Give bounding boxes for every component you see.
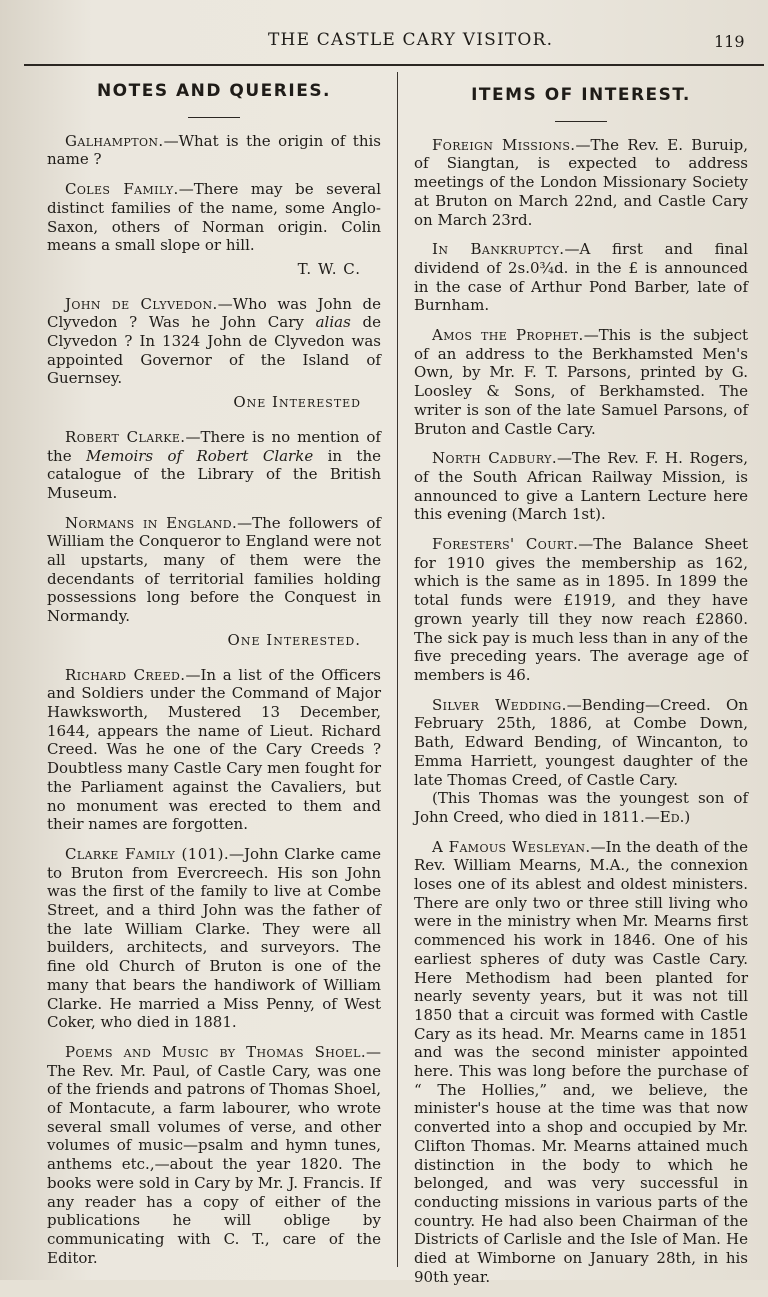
note-coles-family — [47, 180, 381, 255]
item-amos-the-prophet — [414, 326, 748, 438]
item-head: Foreign Missions. — [432, 135, 576, 154]
note-text: —The Rev. Mr. Paul, of Castle Cary, was one of the friends and patrons of Thomas Shoel, of Montacute, a farm labourer, who wrote several small volumes of verse, and other volumes of music—psalm and hymn tunes, anthems etc.,—about the year 1820. The books were sold in Cary by Mr. J. Francis. If any reader has a copy of either of the publications he will oblige by communicating with C. T., care of the Editor. — [47, 1042, 381, 1267]
signature: One Interested — [233, 393, 361, 412]
note-text: —The followers of William the Conqueror to England were not all upstarts, many of them were the decendants of territorial families holding possessions long before the Conquest in Normandy. — [47, 513, 381, 626]
note-text: in the catalogue of the Library of the British Museum. — [47, 446, 381, 502]
editor-note-close: ) — [684, 807, 691, 826]
note-robert-clarke — [47, 428, 381, 503]
note-john-de-clyvedon — [47, 295, 381, 389]
item-head: In Bankruptcy. — [432, 240, 565, 259]
note-head: Normans in England. — [65, 513, 238, 532]
item-head: Amos the Prophet. — [432, 326, 584, 345]
item-text: —In the death of the Rev. William Mearns, M.A., the connexion loses one of its ablest and oldest ministers. There are only two or three still living who were in the ministry when Mr. Mearns first commenced his work in 1846. One of his earliest spheres of duty was Castle Cary. Here Methodism had been planted for nearly seventy years, but it was not till 1850 that a circuit was formed with Castle Cary as its head. Mr. Mearns came in 1851 and was the second minister appointed here. This was long before the purchase of “ The Hollies,” and, we believe, the minister's house at the time was that now converted into a shop and occupied by Mr. Clifton Thomas. Mr. Mearns attained much distinction in the body to which he belonged, and was very successful in conducting missions in various parts of the country. He had also been Chairman of the Districts of Carlisle and the Isle of Man. He died at Wimborne on January 28th, in his 90th year. — [414, 837, 749, 1286]
editor-abbrev: Ed. — [659, 807, 685, 826]
item-text: —The Rev. F. H. Rogers, of the South African Railway Mission, is announced to give a Lantern Lecture here this evening (March 1st). — [414, 449, 748, 524]
note-normans-in-england — [47, 514, 381, 626]
items-of-interest-column — [414, 86, 748, 1297]
italic-alias: alias — [315, 313, 351, 332]
column-divider — [397, 72, 398, 1267]
note-head: Coles Family. — [65, 180, 179, 199]
note-head: John de Clyvedon. — [65, 294, 218, 313]
italic-book-title: Memoirs of Robert Clarke — [85, 446, 314, 465]
note-head: Galhampton. — [65, 131, 164, 150]
item-text: —This is the subject of an address to the Berkhamsted Men's Own, by Mr. F. T. Parsons, printed by G. Loosley & Sons, of Berkhamsted. The writer is son of the late Samuel Parsons, of Bruton and Castle Cary. — [414, 326, 748, 438]
note-text: —In a list of the Officers and Soldiers under the Command of Major Hawksworth, Mustered 13 December, 1644, appears the name of Lieut. Richard Creed. Was he one of the Cary Creeds ? Doubtless many Castle Cary men fought for the Parliament against the Cavaliers, but no monument was erected to them and their names are forgotten. — [47, 665, 381, 834]
note-text: —What is the origin of this name ? — [47, 131, 381, 169]
notes-and-queries-column — [47, 82, 381, 1278]
item-text: —A first and final dividend of 2s.0¾d. in the £ is announced in the case of Arthur Pond Barber, late of Burnham. — [414, 240, 748, 315]
note-head: Poems and Music by Thomas Shoel. — [65, 1042, 366, 1061]
signature: T. W. C. — [297, 259, 361, 278]
item-foresters-court — [414, 535, 748, 685]
item-head: North Cadbury. — [432, 449, 557, 468]
item-silver-wedding-editor-note — [414, 789, 748, 826]
title-rule — [188, 117, 240, 118]
item-famous-wesleyan — [414, 838, 748, 1287]
item-foreign-missions — [414, 136, 748, 230]
note-clarke-family — [47, 845, 381, 1032]
signature: One Interested. — [227, 630, 361, 649]
note-head: Robert Clarke. — [65, 427, 186, 446]
note-text: —There may be several distinct families of the name, some Anglo-Saxon, others of Norman origin. Colin means a small slope or hill. — [47, 180, 381, 255]
item-bankruptcy — [414, 240, 748, 315]
item-head: Silver Wedding. — [432, 695, 567, 714]
header-rule — [24, 64, 764, 66]
note-text: —Who was John de Clyvedon ? Was he John Cary — [47, 294, 381, 332]
section-title-notes: NOTES AND QUERIES. — [96, 81, 332, 101]
note-text: de Clyvedon ? In 1324 John de Clyvedon was appointed Governor of the Island of Guernsey. — [47, 313, 381, 388]
item-head: Foresters' Court. — [432, 535, 579, 554]
section-title-items: ITEMS OF INTEREST. — [471, 85, 691, 105]
item-silver-wedding — [414, 696, 748, 790]
item-text: —The Balance Sheet for 1910 gives the membership as 162, which is the same as in 1895. In 1899 the total funds were £1919, and they have grown yearly till they now reach £2860. The sick pay is much less than in any of the five preceding years. The average age of members is 46. — [414, 535, 748, 684]
note-head: Clarke Family (101). — [65, 844, 230, 863]
running-title: THE CASTLE CARY VISITOR. — [268, 30, 554, 50]
note-richard-creed — [47, 666, 381, 834]
running-head — [0, 30, 768, 54]
title-rule — [555, 121, 607, 122]
note-poems-and-music — [47, 1043, 381, 1267]
item-text: —The Rev. E. Buruip, of Siangtan, is expected to address meetings of the London Missionary Society at Bruton on March 22nd, and Castle Cary on March 23rd. — [414, 135, 748, 229]
note-text: —There is no mention of the — [47, 427, 381, 465]
note-galhampton — [47, 132, 381, 169]
note-head: Richard Creed. — [65, 665, 186, 684]
editor-note-text: (This Thomas was the youngest son of John Creed, who died in 1811.— — [414, 789, 748, 826]
note-text: —John Clarke came to Bruton from Evercreech. His son John was the first of the family to live at Combe Street, and a third John was the father of the late William Clarke. They were all builders, architects, and surveyors. The fine old Church of Bruton is one of the many that bears the handiwork of William Clarke. He married a Miss Penny, of West Coker, who died in 1881. — [47, 844, 382, 1032]
item-north-cadbury — [414, 449, 748, 524]
item-text: —Bending—Creed. On February 25th, 1886, at Combe Down, Bath, Edward Bending, of Wincanton, to Emma Harriett, youngest daughter of the late Thomas Creed, of Castle Cary. — [414, 695, 748, 789]
item-head: A Famous Wesleyan. — [432, 837, 591, 856]
page-number: 119 — [714, 32, 745, 51]
